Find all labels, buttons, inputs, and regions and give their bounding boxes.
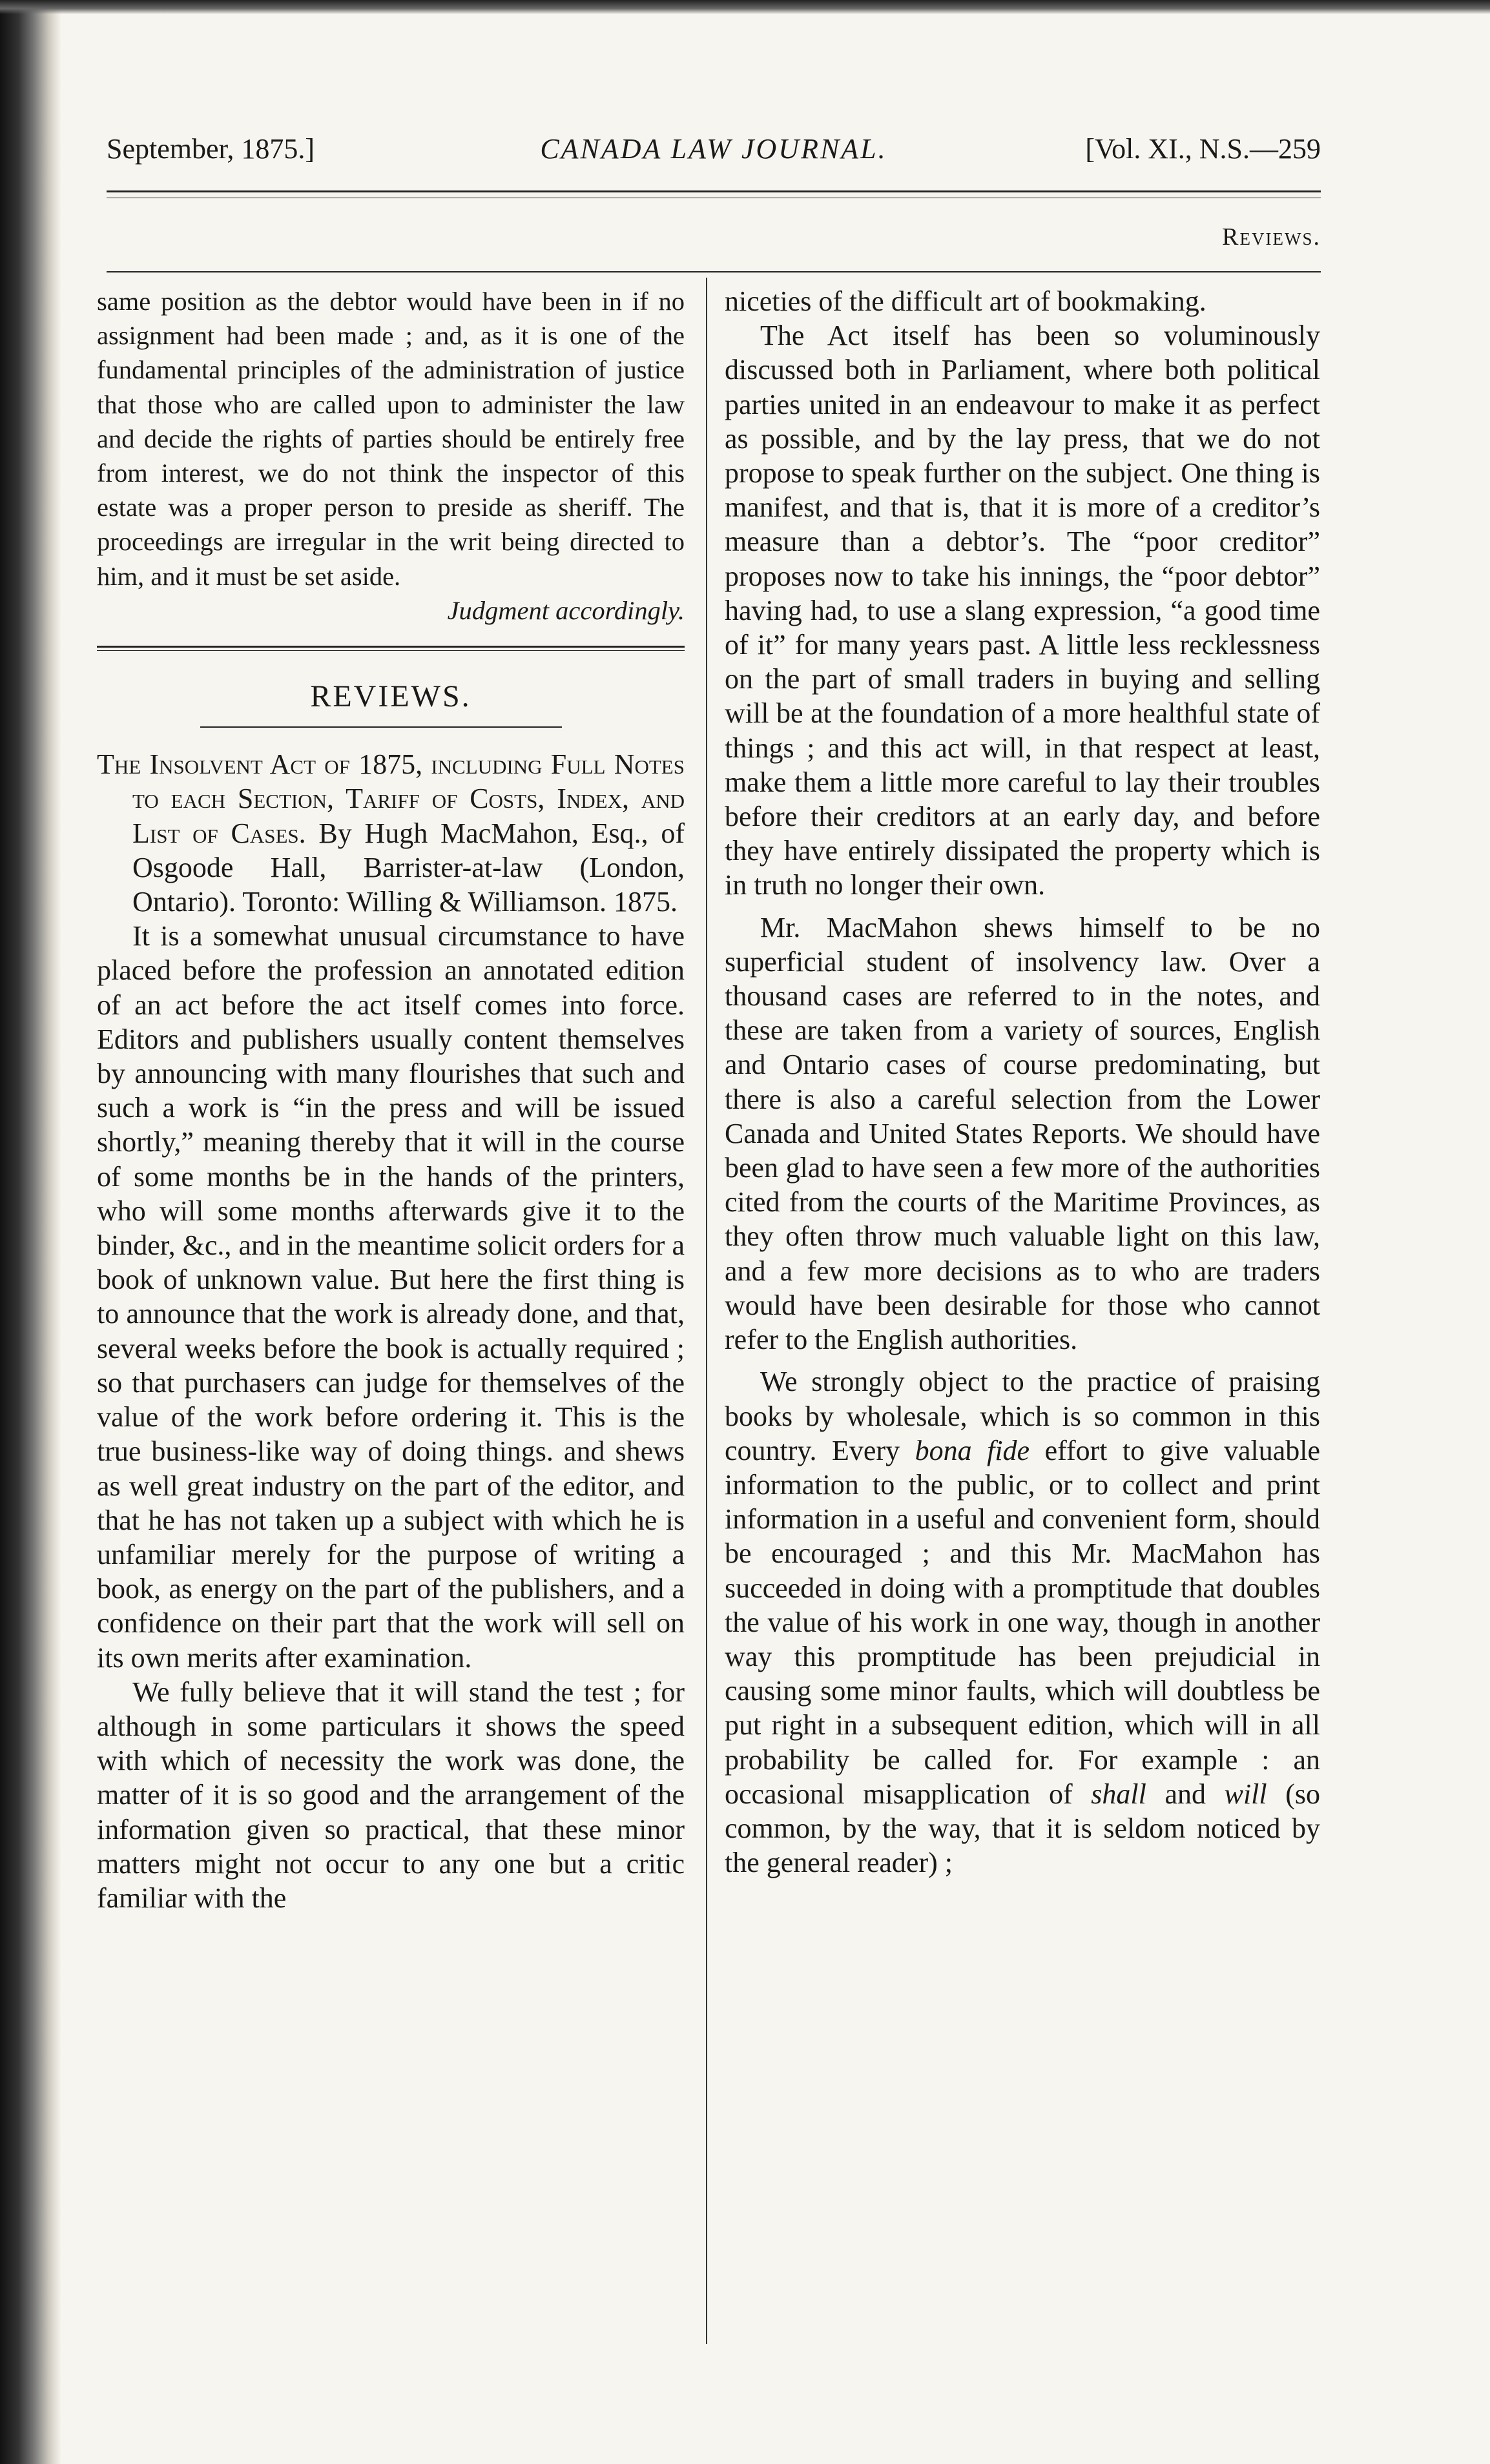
reviews-rule xyxy=(200,726,562,728)
book-details: By Hugh MacMahon, Esq., of Osgoode Hall, Barrister-at-law (London, Ontario). Toronto: Willing & Williamson. 1875. xyxy=(132,817,685,918)
left-column xyxy=(97,284,685,1915)
running-header xyxy=(107,132,1321,178)
right-column xyxy=(725,284,1320,1880)
case-end-rule xyxy=(97,646,685,651)
para5-text-g: (so common, by the way, that it is seldom noticed by the general reader) ; xyxy=(725,1778,1321,1879)
book-citation xyxy=(97,747,685,919)
review-paragraph-4: Mr. MacMahon shews himself to be no superficial student of insolvency law. Over a thousand cases are referred to in the notes, and these are taken from a variety of sources, English and Ontario cases of course predominating, but there is also a careful selection from the Lower Canada and United States Reports. We should have been glad to have seen a few more of the authorities cited from the courts of the Maritime Provinces, as they often throw much valuable light on this law, and a few more decisions as to who are traders would have been desirable for those who cannot refer to the English authorities. xyxy=(725,911,1320,1356)
book-title: The Insolvent Act of 1875, including Full Notes to each Section, Tariff of Costs, Index, and List of Cases. xyxy=(97,748,685,849)
case-continuation: same position as the debtor would have been in if no assignment had been made ; and, as it is one of the fundamental principles of the administration of justice that those who are called upon to administer the law and decide the rights of parties should be entirely free from interest, we do not think the inspector of this estate was a proper person to preside as sheriff. The proceedings are irregular in the writ being directed to him, and it must be set aside. xyxy=(97,287,685,591)
scan-shadow-edge xyxy=(0,0,61,2464)
reviews-heading: REVIEWS. xyxy=(310,679,471,714)
header-rule-top xyxy=(107,190,1321,192)
para5-shall: shall xyxy=(1091,1778,1146,1810)
right-continuation: niceties of the difficult art of bookmaking. xyxy=(725,285,1206,317)
review-paragraph-5 xyxy=(725,1364,1320,1880)
column-divider xyxy=(706,278,707,2344)
header-journal-title: CANADA LAW JOURNAL. xyxy=(540,133,887,165)
para5-and: and xyxy=(1146,1778,1225,1810)
section-label: Reviews. xyxy=(1222,223,1321,251)
header-volume-page: [Vol. XI., N.S.—259 xyxy=(1085,133,1321,165)
review-paragraph-1: It is a somewhat unusual circumstance to have placed before the profession an annotated edition of an act before the act itself comes into force. Editors and publishers usually content themselves by announcing with many flourishes that such and such a work is “in the press and will be issued shortly,” meaning thereby that it will in the course of some months be in the hands of the printers, who will some months afterwards give it to the binder, &c., and in the meantime solicit orders for a book of unknown value. But here the first thing is to announce that the work is already done, and that, several weeks before the book is actually required ; so that purchasers can judge for themselves of the value of the work before ordering it. This is the true business-like way of doing things. and shews as well great industry on the part of the editor, and that he has not taken up a subject with which he is unfamiliar merely for the purpose of writing a book, as energy on the part of the publishers, and a confidence on their part that the work will sell on its own merits after examination. xyxy=(97,920,685,1674)
judgment-line: Judgment accordingly. xyxy=(447,595,685,625)
header-date: September, 1875.] xyxy=(107,133,315,165)
para5-text-c: effort to give valuable information to the public, or to collect and print information in a useful and convenient form, should be encouraged ; and this Mr. MacMahon has succeeded in doing with a promptitude that doubles the value of his work in one way, though in another way this promptitude has been prejudicial in causing some minor faults, which will doubtless be put right in a subsequent edition, which will in all probability be called for. For example : an occasional misapplication of xyxy=(725,1434,1321,1810)
review-paragraph-3: The Act itself has been so voluminously discussed both in Parliament, where both political parties united in an endeavour to make it as perfect as possible, and by the lay press, that we do not propose to speak further on the subject. One thing is manifest, and that is, that it is more of a creditor’s measure than a debtor’s. The “poor creditor” proposes now to take his innings, the “poor debtor” having had, to use a slang expression, “a good time of it” for many years past. A little less recklessness on the part of small traders in buying and selling will be at the foundation of a more healthful state of things ; and this act will, in that respect at least, make them a little more careful to lay their troubles before their creditors at an early day, and before they have entirely dissipated the property which is in truth no longer their own. xyxy=(725,320,1320,901)
para5-bona-fide: bona fide xyxy=(915,1434,1030,1466)
para5-will: will xyxy=(1224,1778,1267,1810)
scan-shadow-top xyxy=(0,0,1490,14)
para5-text-a: We strongly object to the practice of praising books by wholesale, which is so common in this country. Every xyxy=(725,1366,1320,1466)
review-paragraph-2: We fully believe that it will stand the test ; for although in some particulars it shows the speed with which of necessity the work was done, the matter of it is so good and the arrangement of the information given so practical, that these minor matters might not occur to any one but a critic familiar with the xyxy=(97,1676,685,1914)
section-rule xyxy=(107,271,1321,272)
